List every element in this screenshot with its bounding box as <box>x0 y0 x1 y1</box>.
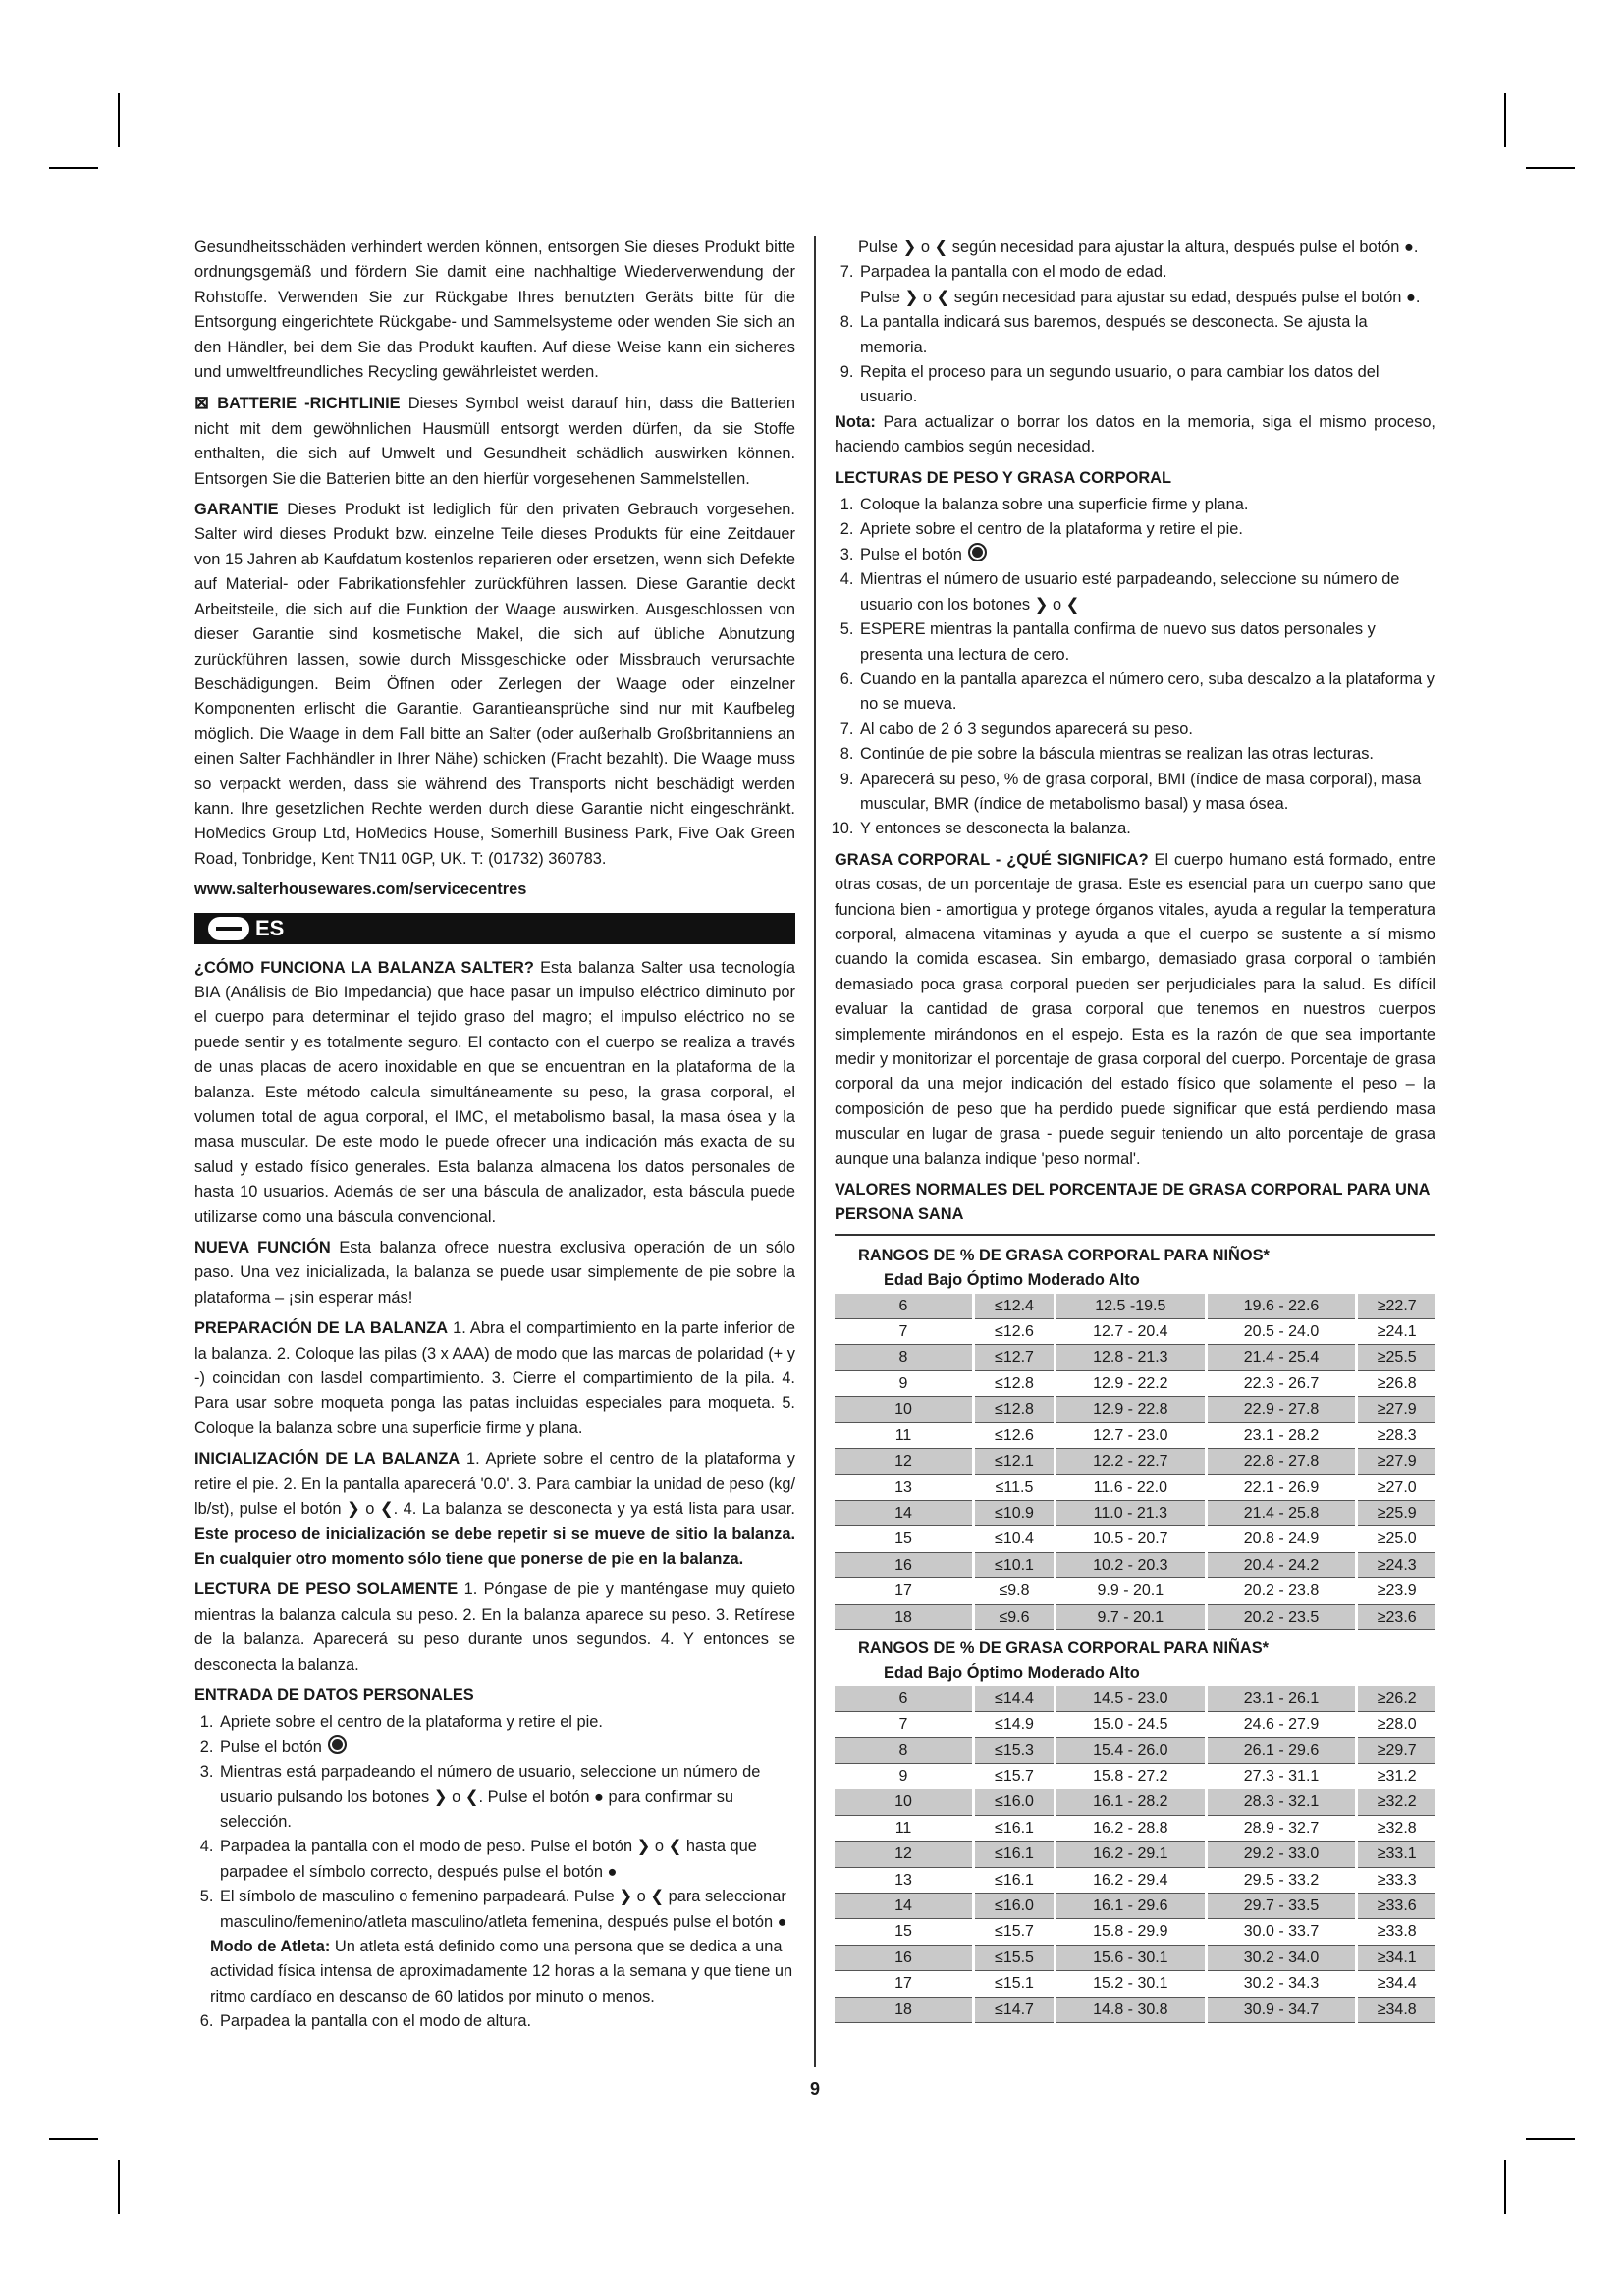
table-header: Edad Bajo Óptimo Moderado Alto <box>884 1664 1140 1682</box>
table-title: RANGOS DE % DE GRASA CORPORAL PARA NIÑOS* <box>858 1246 1270 1264</box>
table-cell: ≤15.5 <box>974 1945 1056 1970</box>
table-row <box>835 1319 1435 1345</box>
list-item: 2. Apriete sobre el centro de la plataforma y retire el pie. <box>858 517 1435 542</box>
section-heading: INICIALIZACIÓN DE LA BALANZA <box>194 1450 460 1468</box>
crop-mark <box>1526 167 1575 169</box>
table-cell: 16.2 - 29.4 <box>1055 1867 1206 1893</box>
crop-mark <box>118 93 120 147</box>
table-cell: ≥32.8 <box>1357 1815 1435 1841</box>
table-cell: ≤10.4 <box>974 1526 1056 1552</box>
table-cell: ≤14.9 <box>974 1712 1056 1737</box>
table-cell: 16.1 - 29.6 <box>1055 1894 1206 1919</box>
table-cell: ≥31.2 <box>1357 1763 1435 1789</box>
table-cell: 20.4 - 24.2 <box>1206 1552 1357 1577</box>
list-item: 8. Continúe de pie sobre la báscula mientras se realizan las otras lecturas. <box>858 742 1435 767</box>
list-item: 4. Mientras el número de usuario esté parpadeando, seleccione su número de usuario con los botones ❯ o ❮ <box>858 567 1435 617</box>
table-cell: 22.9 - 27.8 <box>1206 1397 1357 1422</box>
table-cell: 28.3 - 32.1 <box>1206 1789 1357 1815</box>
table-cell: 12 <box>835 1449 974 1474</box>
table-cell: 14 <box>835 1500 974 1525</box>
es-init-bold: Este proceso de inicialización se debe repetir si se mueve de sitio la balanza. En cualquier otro momento sólo tiene que ponerse de pie en la balanza. <box>194 1524 795 1568</box>
section-heading: BATTERIE -RICHTLINIE <box>217 395 401 413</box>
list-item: 2. Pulse el botón <box>218 1735 795 1760</box>
table-cell: ≤10.9 <box>974 1500 1056 1525</box>
table-cell: ≥23.9 <box>1357 1578 1435 1604</box>
table-cell: 15.8 - 29.9 <box>1055 1919 1206 1945</box>
table-row <box>835 1526 1435 1552</box>
table-cell: ≤14.4 <box>974 1686 1056 1712</box>
section-heading: PREPARACIÓN DE LA BALANZA <box>194 1319 449 1338</box>
table-cell: ≥25.9 <box>1357 1500 1435 1525</box>
right-column <box>835 236 1435 2023</box>
section-heading: NUEVA FUNCIÓN <box>194 1239 331 1257</box>
section-heading: GARANTIE <box>194 501 279 519</box>
table-cell: 11.6 - 22.0 <box>1055 1474 1206 1500</box>
grasa-text: El cuerpo humano está formado, entre otras cosas, de un porcentaje de grasa. Este es esencial para un cuerpo sano que funciona bien - amortigua y protege órganos vitales, ayuda a regular la temperatura corporal, almacena vitaminas y ayuda a que el cuerpo se sustente a sí mismo cuando la comida escasea. Sin embargo, demasiado grasa corporal o también demasiado poca grasa corporal pueden ser perjudiciales para la salud. Es difícil evaluar la cantidad de grasa corporal que tenemos en nuestros cuerpos simplemente mirándonos en el espejo. Esta es la razón de que sea importante medir y monitorizar el porcentaje de grasa corporal del cuerpo. Porcentaje de grasa corporal da una mejor indicación del estado físico que solamente el peso – la composición de peso que ha perdido puede significar que está perdiendo masa muscular en lugar de grasa - puede seguir teniendo un alto porcentaje de grasa aunque una balanza indique 'peso normal'. <box>835 850 1435 1168</box>
table-cell: 10 <box>835 1397 974 1422</box>
language-bar <box>194 913 795 944</box>
table-cell: 16.2 - 28.8 <box>1055 1815 1206 1841</box>
table-cell: 6 <box>835 1686 974 1712</box>
table-row <box>835 1763 1435 1789</box>
section-heading: LECTURA DE PESO SOLAMENTE <box>194 1580 459 1599</box>
table-cell: ≤16.0 <box>974 1789 1056 1815</box>
crop-mark <box>49 2138 98 2140</box>
table-cell: 29.5 - 33.2 <box>1206 1867 1357 1893</box>
section-heading: GRASA CORPORAL - ¿QUÉ SIGNIFICA? <box>835 850 1149 869</box>
entrada-list <box>194 1710 795 2034</box>
table-cell: ≥22.7 <box>1357 1294 1435 1319</box>
table-cell: 20.5 - 24.0 <box>1206 1319 1357 1345</box>
table-row <box>835 1712 1435 1737</box>
button-icon <box>968 543 987 561</box>
table-cell: ≤12.7 <box>974 1345 1056 1370</box>
de-battery-text: Dieses Symbol weist darauf hin, dass die Batterien nicht mit dem gewöhnlichen Hausmüll entsorgt werden dürfen, da sie Stoffe enthalten, die sich auf Umwelt und Gesundheit schädlich auswirken können. Entsorgen Sie die Batterien bitte an den hierfür vorgesehenen Sammelstellen. <box>194 395 795 488</box>
table-row <box>835 1474 1435 1500</box>
table-cell: ≥28.3 <box>1357 1422 1435 1448</box>
table-cell: 13 <box>835 1474 974 1500</box>
list-item: 3. Pulse el botón <box>858 543 1435 567</box>
crop-mark <box>49 167 98 169</box>
grasa-section <box>835 848 1435 1172</box>
table-cell: 15.4 - 26.0 <box>1055 1737 1206 1763</box>
table-cell: ≥27.9 <box>1357 1449 1435 1474</box>
table-cell: 10 <box>835 1789 974 1815</box>
table-cell: ≤14.7 <box>974 1997 1056 2022</box>
list-item: 7. Al cabo de 2 ó 3 segundos aparecerá su peso. <box>858 718 1435 742</box>
list-item: 5. El símbolo de masculino o femenino parpadeará. Pulse ❯ o ❮ para seleccionar masculino/femenino/atleta masculino/atleta femenina, después pulse el botón ● Modo de Atleta: Un atleta está definido como una persona que se dedica a una actividad física intensa de aproximadamente 12 horas a la semana y que tiene un ritmo cardíaco en descanso de 60 latidos por minuto o menos. <box>218 1885 795 2009</box>
es-prep-section <box>194 1316 795 1441</box>
table-cell: ≤12.1 <box>974 1449 1056 1474</box>
table-cell: 18 <box>835 1604 974 1629</box>
table-cell: ≤12.4 <box>974 1294 1056 1319</box>
table-cell: ≤15.1 <box>974 1971 1056 1997</box>
table-cell: 15 <box>835 1919 974 1945</box>
table-cell: ≤12.8 <box>974 1397 1056 1422</box>
table-cell: 14.5 - 23.0 <box>1055 1686 1206 1712</box>
de-battery-section <box>194 391 795 492</box>
table-row <box>835 1449 1435 1474</box>
table-cell: ≥33.1 <box>1357 1842 1435 1867</box>
table-row <box>835 1789 1435 1815</box>
table-row <box>835 1578 1435 1604</box>
table-cell: ≤16.1 <box>974 1867 1056 1893</box>
divider-rule <box>835 1234 1435 1236</box>
table-row <box>835 1842 1435 1867</box>
table-row <box>835 1867 1435 1893</box>
table-cell: ≤16.1 <box>974 1815 1056 1841</box>
table-cell: ≥27.0 <box>1357 1474 1435 1500</box>
table-cell: 30.2 - 34.0 <box>1206 1945 1357 1970</box>
table-row <box>835 1971 1435 1997</box>
table-cell: ≤12.6 <box>974 1319 1056 1345</box>
es-lect-section <box>194 1577 795 1678</box>
language-label: ES <box>255 915 285 940</box>
list-item: 7. Parpadea la pantalla con el modo de edad. Pulse ❯ o ❮ según necesidad para ajustar su edad, después pulse el botón ●. <box>858 260 1435 310</box>
table-cell: 11 <box>835 1815 974 1841</box>
table-cell: 9.9 - 20.1 <box>1055 1578 1206 1604</box>
ninas-table <box>835 1686 1435 2023</box>
table-row <box>835 1500 1435 1525</box>
table-cell: 11.0 - 21.3 <box>1055 1500 1206 1525</box>
table-cell: ≥33.6 <box>1357 1894 1435 1919</box>
nota: Nota: Para actualizar o borrar los datos en la memoria, siga el mismo proceso, haciendo cambios según necesidad. <box>835 412 1435 456</box>
table-cell: ≥26.2 <box>1357 1686 1435 1712</box>
table-cell: ≥34.1 <box>1357 1945 1435 1970</box>
table-cell: 30.0 - 33.7 <box>1206 1919 1357 1945</box>
table-row <box>835 1815 1435 1841</box>
table-cell: 20.2 - 23.5 <box>1206 1604 1357 1629</box>
table-cell: ≥25.5 <box>1357 1345 1435 1370</box>
table-cell: 27.3 - 31.1 <box>1206 1763 1357 1789</box>
left-column <box>194 236 795 2041</box>
table-row <box>835 1552 1435 1577</box>
table-cell: 10.2 - 20.3 <box>1055 1552 1206 1577</box>
list-item: 5. ESPERE mientras la pantalla confirma de nuevo sus datos personales y presenta una lectura de cero. <box>858 617 1435 667</box>
crossed-bin-icon: ⊠ <box>194 393 210 413</box>
es-nueva-text: Esta balanza ofrece nuestra exclusiva operación de un sólo paso. Una vez inicializada, la balanza se puede usar simplemente de pie sobre la plataforma – ¡sin esperar más! <box>194 1239 795 1307</box>
table-cell: 6 <box>835 1294 974 1319</box>
table-row <box>835 1737 1435 1763</box>
table-cell: 22.8 - 27.8 <box>1206 1449 1357 1474</box>
table-cell: ≤15.7 <box>974 1763 1056 1789</box>
section-heading: LECTURAS DE PESO Y GRASA CORPORAL <box>835 468 1172 487</box>
table-cell: 15.2 - 30.1 <box>1055 1971 1206 1997</box>
table-cell: 21.4 - 25.8 <box>1206 1500 1357 1525</box>
table-cell: 15.0 - 24.5 <box>1055 1712 1206 1737</box>
table-title: RANGOS DE % DE GRASA CORPORAL PARA NIÑAS* <box>858 1638 1269 1657</box>
table-cell: 20.8 - 24.9 <box>1206 1526 1357 1552</box>
lecturas-list <box>835 493 1435 842</box>
table-cell: 12.7 - 20.4 <box>1055 1319 1206 1345</box>
crop-mark <box>1526 2138 1575 2140</box>
section-heading: VALORES NORMALES DEL PORCENTAJE DE GRASA CORPORAL PARA UNA PERSONA SANA <box>835 1181 1430 1224</box>
table-cell: 22.3 - 26.7 <box>1206 1370 1357 1396</box>
table-cell: 30.2 - 34.3 <box>1206 1971 1357 1997</box>
ninos-table <box>835 1294 1435 1630</box>
table-cell: 12.8 - 21.3 <box>1055 1345 1206 1370</box>
list-item: 6. Parpadea la pantalla con el modo de altura. <box>218 2009 795 2034</box>
table-row <box>835 1370 1435 1396</box>
section-heading: ENTRADA DE DATOS PERSONALES <box>194 1685 474 1704</box>
table-cell: 15.8 - 27.2 <box>1055 1763 1206 1789</box>
es-prep-text: 1. Abra el compartimiento en la parte inferior de la balanza. 2. Coloque las pilas (3 x AAA) de modo que las marcas de polaridad (+ y -) coincidan con lasdel compartimiento. 3. Cierre el compartimiento de la pila. 4. Para usar sobre moqueta ponga las patas incluidas especiales para moqueta. 5. Coloque la balanza sobre una superficie firme y plana. <box>194 1319 795 1437</box>
table-cell: ≥27.9 <box>1357 1397 1435 1422</box>
section-heading: ¿CÓMO FUNCIONA LA BALANZA SALTER? <box>194 958 534 977</box>
table-cell: 7 <box>835 1319 974 1345</box>
table-row <box>835 1997 1435 2022</box>
service-url[interactable]: www.salterhousewares.com/servicecentres <box>194 881 527 899</box>
table-cell: 24.6 - 27.9 <box>1206 1712 1357 1737</box>
de-garantie-section <box>194 498 795 872</box>
table-cell: ≥24.1 <box>1357 1319 1435 1345</box>
de-garantie-text: Dieses Produkt ist lediglich für den privaten Gebrauch vorgesehen. Salter wird dieses Produkt bzw. einzelne Teile dieses Produkts für eine Zeitdauer von 15 Jahren ab Kaufdatum kostenlos reparieren oder ersetzen, wenn sich Defekte auf Material- oder Fabrikationsfehler zurückführen lassen. Diese Garantie deckt Arbeitsteile, die sich auf die Funktion der Waage auswirken. Ausgeschlossen von dieser Garantie sind kosmetische Makel, die sich auf übliche Abnutzung zurückführen lassen, sowie durch Missgeschicke oder Missbrauch verursachte Beschädigungen. Beim Öffnen oder Zerlegen der Waage oder einzelner Komponenten erlischt die Garantie. Garantieansprüche sind nur mit Kaufbeleg möglich. Die Waage in dem Fall bitte an Salter (oder außerhalb Großbritanniens an einen Salter Fachhändler in Ihrer Nähe) schicken (Fracht bezahlt). Die Waage muss so verpackt werden, dass sie während des Transports nicht beschädigt werden kann. Ihre gesetzlichen Rechte werden durch diese Garantie nicht eingeschränkt. HoMedics Group Ltd, HoMedics House, Somerhill Business Park, Five Oak Green Road, Tonbridge, Kent TN11 0GP, UK. T: (01732) 360783. <box>194 501 795 868</box>
table-cell: ≥34.8 <box>1357 1997 1435 2022</box>
table-cell: 16.1 - 28.2 <box>1055 1789 1206 1815</box>
es-como-text: Esta balanza Salter usa tecnología BIA (Análisis de Bio Impedancia) que hace pasar un impulso eléctrico diminuto por el cuerpo para determinar el tejido graso del magro; el impulso eléctrico no se puede sentir y es totalmente seguro. El contacto con el cuerpo se realiza a través de unas placas de acero inoxidable en que se encuentran en la plataforma de la balanza. Este método calcula simultáneamente su peso, la grasa corporal, el volumen total de agua corporal, el IMC, el metabolismo basal, la masa ósea y la masa muscular. De este modo le puede ofrecer una indicación más exacta de su salud y estado físico generales. Esta balanza almacena los datos personales de hasta 10 usuarios. Además de ser una báscula de analizador, esta báscula puede utilizarse como una báscula convencional. <box>194 958 795 1226</box>
es-init-text: 1. Apriete sobre el centro de la plataforma y retire el pie. 2. En la pantalla aparecerá '0.0'. 3. Para cambiar la unidad de peso (kg/ lb/st), pulse el botón ❯ o ❮. 4. La balanza se desconecta y ya está lista para usar. <box>194 1450 795 1519</box>
table-cell: 9.7 - 20.1 <box>1055 1604 1206 1629</box>
table-cell: 19.6 - 22.6 <box>1206 1294 1357 1319</box>
es-lect-text: 1. Póngase de pie y manténgase muy quieto mientras la balanza calcula su peso. 2. En la balanza aparece su peso. 3. Retírese de la balanza. Aparecerá su peso durante unos segundos. 4. Y entonces se desconecta la balanza. <box>194 1580 795 1674</box>
table-cell: 8 <box>835 1737 974 1763</box>
table-row <box>835 1919 1435 1945</box>
table-cell: ≥25.0 <box>1357 1526 1435 1552</box>
language-logo-icon <box>208 917 249 940</box>
table-cell: 21.4 - 25.4 <box>1206 1345 1357 1370</box>
de-paragraph: Gesundheitsschäden verhindert werden können, entsorgen Sie dieses Produkt bitte ordnungsgemäß und fördern Sie damit eine nachhaltige Wiederverwendung der Rohstoffe. Verwenden Sie zur Rückgabe Ihres benutzten Geräts bitte für die Entsorgung eingerichtete Rückgabe- und Sammelsysteme oder wenden Sie sich an den Händler, bei dem Sie das Produkt kauften. Auf diese Weise kann ein sicheres und umweltfreundliches Recycling gewährleistet werden. <box>194 239 795 382</box>
table-cell: 15 <box>835 1526 974 1552</box>
table-cell: ≤16.0 <box>974 1894 1056 1919</box>
table-cell: ≤9.6 <box>974 1604 1056 1629</box>
atleta-note: Modo de Atleta: Un atleta está definido como una persona que se dedica a una actividad física intensa de aproximadamente 12 horas a la semana y que tiene un ritmo cardíaco en descanso de 60 latidos por minuto o menos. <box>210 1938 793 2005</box>
page-number: 9 <box>809 2079 820 2099</box>
table-cell: 7 <box>835 1712 974 1737</box>
table-row <box>835 1422 1435 1448</box>
table-cell: 16.2 - 29.1 <box>1055 1842 1206 1867</box>
steps-list <box>835 260 1435 409</box>
table-cell: 23.1 - 28.2 <box>1206 1422 1357 1448</box>
table-cell: 20.2 - 23.8 <box>1206 1578 1357 1604</box>
table-cell: 17 <box>835 1578 974 1604</box>
table-cell: 9 <box>835 1763 974 1789</box>
continued-text: Pulse ❯ o ❮ según necesidad para ajustar la altura, después pulse el botón ●. <box>858 239 1419 256</box>
es-como-section <box>194 956 795 1230</box>
table-cell: 28.9 - 32.7 <box>1206 1815 1357 1841</box>
list-item: 9. Aparecerá su peso, % de grasa corporal, BMI (índice de masa corporal), masa muscular, BMR (índice de metabolismo basal) y masa ósea. <box>858 768 1435 818</box>
table-cell: 16 <box>835 1945 974 1970</box>
table-cell: ≤9.8 <box>974 1578 1056 1604</box>
table-cell: 12 <box>835 1842 974 1867</box>
table-cell: 29.2 - 33.0 <box>1206 1842 1357 1867</box>
table-cell: 29.7 - 33.5 <box>1206 1894 1357 1919</box>
continued-text: Pulse ❯ o ❮ según necesidad para ajustar su edad, después pulse el botón ●. <box>860 288 1421 306</box>
table-cell: 16 <box>835 1552 974 1577</box>
table-cell: ≥34.4 <box>1357 1971 1435 1997</box>
table-cell: 26.1 - 29.6 <box>1206 1737 1357 1763</box>
table-cell: ≤12.6 <box>974 1422 1056 1448</box>
crop-mark <box>118 2160 120 2214</box>
table-cell: 23.1 - 26.1 <box>1206 1686 1357 1712</box>
table-header: Edad Bajo Óptimo Moderado Alto <box>884 1271 1140 1290</box>
table-cell: 10.5 - 20.7 <box>1055 1526 1206 1552</box>
table-cell: ≤10.1 <box>974 1552 1056 1577</box>
table-cell: 12.7 - 23.0 <box>1055 1422 1206 1448</box>
list-item: 1. Apriete sobre el centro de la plataforma y retire el pie. <box>218 1710 795 1735</box>
table-cell: ≤15.7 <box>974 1919 1056 1945</box>
table-cell: ≥26.8 <box>1357 1370 1435 1396</box>
table-row <box>835 1894 1435 1919</box>
crop-mark <box>1504 2160 1506 2214</box>
list-item: 6. Cuando en la pantalla aparezca el número cero, suba descalzo a la plataforma y no se mueva. <box>858 667 1435 718</box>
table-cell: 18 <box>835 1997 974 2022</box>
table-cell: ≤12.8 <box>974 1370 1056 1396</box>
table-row <box>835 1397 1435 1422</box>
list-item: 1. Coloque la balanza sobre una superficie firme y plana. <box>858 493 1435 517</box>
table-row <box>835 1604 1435 1629</box>
button-icon <box>328 1735 347 1754</box>
table-cell: 14 <box>835 1894 974 1919</box>
table-cell: 14.8 - 30.8 <box>1055 1997 1206 2022</box>
table-cell: 12.9 - 22.2 <box>1055 1370 1206 1396</box>
list-item: 3. Mientras está parpadeando el número de usuario, seleccione un número de usuario pulsando los botones ❯ o ❮. Pulse el botón ● para confirmar su selección. <box>218 1760 795 1835</box>
table-cell: 12.2 - 22.7 <box>1055 1449 1206 1474</box>
table-cell: 11 <box>835 1422 974 1448</box>
es-init-section <box>194 1447 795 1572</box>
table-row <box>835 1945 1435 1970</box>
table-cell: ≥28.0 <box>1357 1712 1435 1737</box>
table-cell: ≥24.3 <box>1357 1552 1435 1577</box>
column-divider <box>814 236 816 2067</box>
table-row <box>835 1686 1435 1712</box>
table-cell: 22.1 - 26.9 <box>1206 1474 1357 1500</box>
table-cell: ≥33.8 <box>1357 1919 1435 1945</box>
crop-mark <box>1504 93 1506 147</box>
table-cell: 15.6 - 30.1 <box>1055 1945 1206 1970</box>
table-cell: 17 <box>835 1971 974 1997</box>
table-row <box>835 1345 1435 1370</box>
list-item: 9. Repita el proceso para un segundo usuario, o para cambiar los datos del usuario. <box>858 360 1435 410</box>
table-cell: ≤15.3 <box>974 1737 1056 1763</box>
table-cell: ≥29.7 <box>1357 1737 1435 1763</box>
table-cell: 12.9 - 22.8 <box>1055 1397 1206 1422</box>
table-cell: ≥33.3 <box>1357 1867 1435 1893</box>
table-cell: 9 <box>835 1370 974 1396</box>
table-cell: 13 <box>835 1867 974 1893</box>
list-item: 10. Y entonces se desconecta la balanza. <box>858 817 1435 841</box>
table-cell: ≤16.1 <box>974 1842 1056 1867</box>
table-row <box>835 1294 1435 1319</box>
table-cell: 12.5 -19.5 <box>1055 1294 1206 1319</box>
table-cell: 8 <box>835 1345 974 1370</box>
list-item: 8. La pantalla indicará sus baremos, después se desconecta. Se ajusta la memoria. <box>858 310 1435 360</box>
es-nueva-section <box>194 1236 795 1310</box>
list-item: 4. Parpadea la pantalla con el modo de peso. Pulse el botón ❯ o ❮ hasta que parpadee el símbolo correcto, después pulse el botón ● <box>218 1835 795 1885</box>
table-cell: 30.9 - 34.7 <box>1206 1997 1357 2022</box>
table-cell: ≥32.2 <box>1357 1789 1435 1815</box>
table-cell: ≥23.6 <box>1357 1604 1435 1629</box>
table-cell: ≤11.5 <box>974 1474 1056 1500</box>
